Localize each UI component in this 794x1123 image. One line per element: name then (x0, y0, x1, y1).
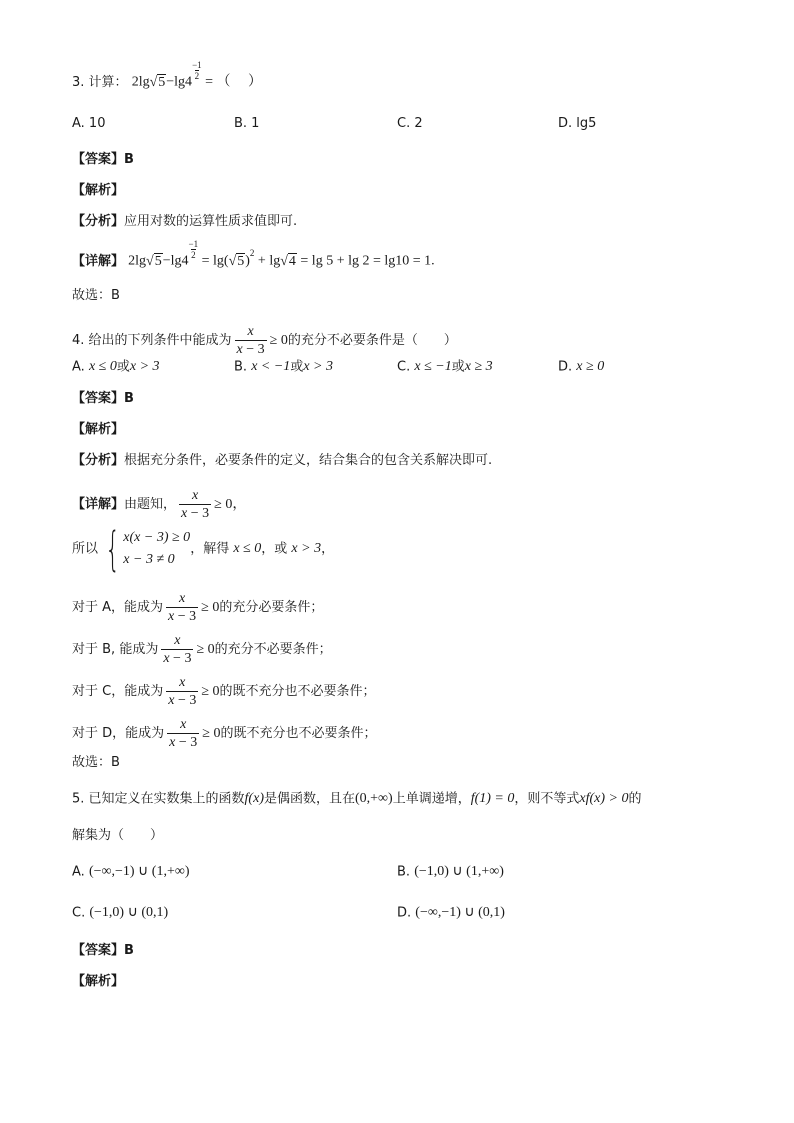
q4-case-d: 对于 D，能成为 $\frac{x}{x - 3}$ ≥ 0的既不充分也不必要条件； (72, 717, 377, 750)
q4-case-b: 对于 B, 能成为 $\frac{x}{x - 3}$ ≥ 0的充分不必要条件； (72, 633, 332, 666)
q3-option-b: B. 1 (234, 116, 260, 131)
q3-fenxi: 【分析】应用对数的运算性质求值即可. (72, 214, 298, 229)
q3-detail: 【详解】 2lg√5−lg4 $\frac{-1}{2}$ = $\lg(√5)^2 + \lg√4 = \lg 5 + \lg 2 = \lg 10 = 1$. (72, 239, 435, 269)
q4-system: 所以 { x(x − 3) ≥ 0 x − 3 ≠ 0 ，解得 x ≤ 0，或 x > 3， (72, 522, 335, 576)
q4-conclusion: 故选：B (72, 755, 120, 770)
q3-conclusion: 故选：B (72, 288, 120, 303)
q5-option-b: B. (−1,0) ∪ (1,+∞) (397, 864, 504, 880)
q3-analysis-header: 【解析】 (72, 183, 125, 198)
q4-option-b: B. x < −1或x > 3 (234, 359, 333, 375)
q4-option-c: C. x ≤ −1或x ≥ 3 (397, 359, 493, 375)
q3-answer: 【答案】B (72, 152, 134, 167)
q5-stem-line1: 5. 已知定义在实数集上的函数f(x)是偶函数，且在(0,+∞)上单调递增，f(1) = 0，则不等式xf(x) > 0的 (72, 791, 642, 807)
q5-option-d: D. (−∞,−1) ∪ (0,1) (397, 905, 505, 921)
q4-detail: 【详解】由题知， $\frac{x}{x - 3}$ ≥ 0， (72, 488, 247, 521)
q3-stem-prefix: 3. 计算： (72, 75, 128, 90)
q5-option-a: A. (−∞,−1) ∪ (1,+∞) (72, 864, 190, 880)
q5-stem-line2: 解集为（ ） (72, 828, 164, 843)
q4-analysis-header: 【解析】 (72, 422, 125, 437)
q4-option-d: D. x ≥ 0 (558, 359, 605, 375)
q5-answer: 【答案】B (72, 943, 134, 958)
q3-option-a: A. 10 (72, 116, 106, 131)
q4-answer: 【答案】B (72, 391, 134, 406)
q4-stem: 4. 给出的下列条件中能成为 $\frac{x}{x - 3}$ ≥ 0的充分不必要条件是（ ） (72, 324, 457, 357)
q3-option-c: C. 2 (397, 116, 423, 131)
q3-stem (72, 60, 263, 93)
q4-fenxi: 【分析】根据充分条件，必要条件的定义，结合集合的包含关系解决即可. (72, 453, 493, 468)
q5-analysis-header: 【解析】 (72, 974, 125, 989)
q5-option-c: C. (−1,0) ∪ (0,1) (72, 905, 169, 921)
q3-option-d: D. lg5 (558, 116, 597, 131)
q4-case-c: 对于 C，能成为 $\frac{x}{x - 3}$ ≥ 0的既不充分也不必要条件； (72, 675, 376, 708)
q3-expression: 2lg√5−lg4 $\frac{-1}{2}$ = （ ） (131, 60, 263, 90)
q4-case-a: 对于 A，能成为 $\frac{x}{x - 3}$ ≥ 0的充分必要条件； (72, 591, 324, 624)
q4-option-a: A. x ≤ 0或x > 3 (72, 359, 160, 375)
q4-stem-fraction: $\frac{x}{x - 3}$ (236, 324, 265, 357)
